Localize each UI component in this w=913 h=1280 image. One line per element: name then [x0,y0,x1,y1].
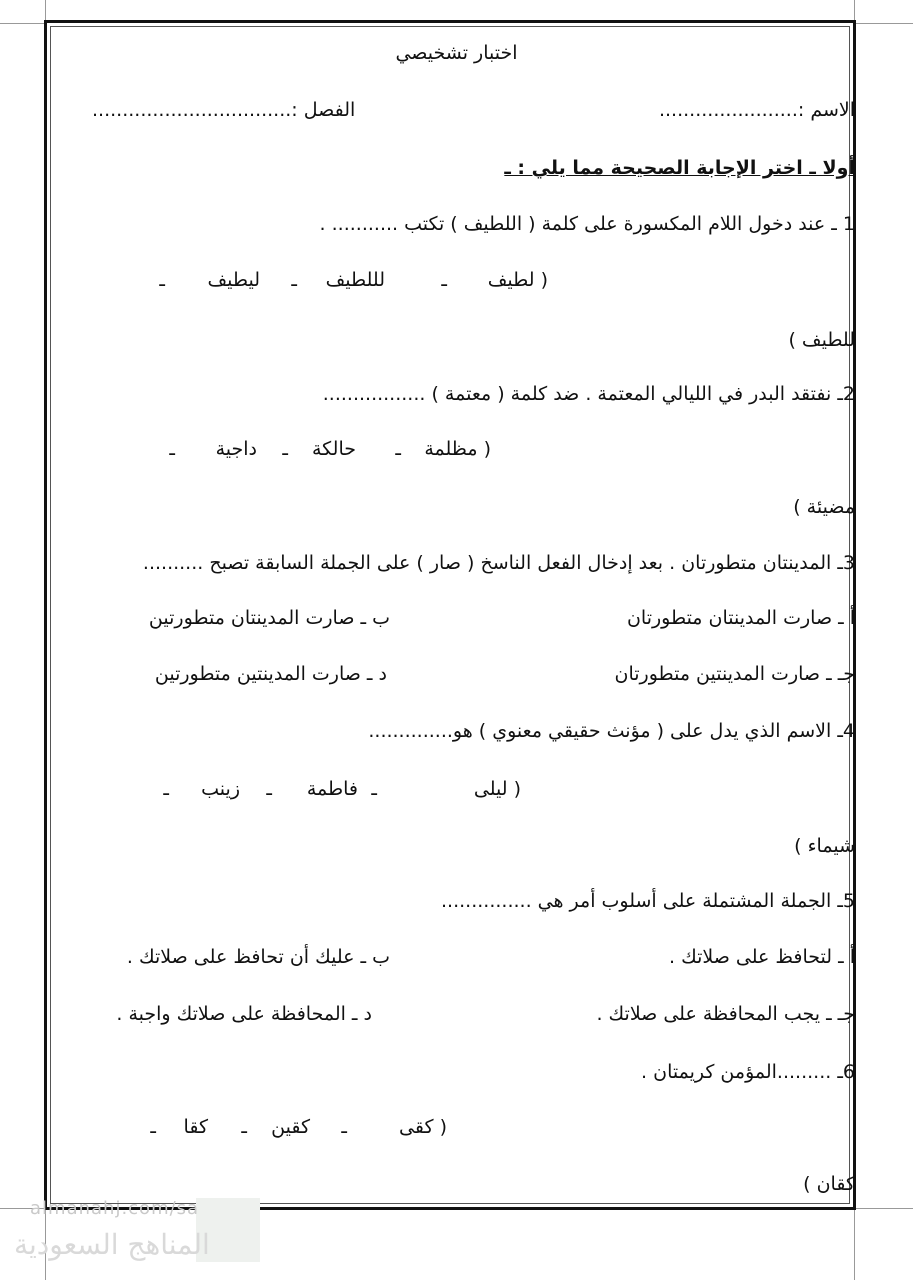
question-3: 3ـ المدينتان متطورتان . بعد إدخال الفعل الناسخ ( صار ) على الجملة السابقة تصبح .......... [142,552,855,574]
q6-dash: ـ [341,1116,347,1138]
q3-option-c: جـ ـ صارت المدينتين متطورتان [614,663,855,685]
name-field: الاسم :....................... [658,99,855,121]
question-5: 5ـ الجملة المشتملة على أسلوب أمر هي ............... [441,890,855,912]
q6-dash: ـ [150,1116,156,1138]
q4-dash: ـ [266,778,272,800]
q1-dash: ـ [159,269,165,291]
q5-option-d: د ـ المحافظة على صلاتك واجبة . [116,1003,372,1025]
q1-option: لللطيف [325,269,385,291]
q1-dash: ـ [441,269,447,291]
q4-option: ( ليلى [473,778,521,800]
q4-last-option: شيماء ) [794,835,855,857]
q4-dash: ـ [163,778,169,800]
q6-dash: ـ [241,1116,247,1138]
q6-option: ( كقى [399,1116,447,1138]
q2-option: داجية [215,438,257,460]
q4-option: فاطمة [306,778,358,800]
q5-option-a: أ ـ لتحافظ على صلاتك . [668,946,855,968]
q1-last-option: للطيف ) [788,329,855,351]
q6-option: كقين [271,1116,310,1138]
q2-dash: ـ [169,438,175,460]
q2-option: حالكة [311,438,356,460]
q2-option: ( مظلمة [424,438,491,460]
question-1: 1 ـ عند دخول اللام المكسورة على كلمة ( اللطيف ) تكتب ........... . [319,213,855,235]
question-4: 4ـ الاسم الذي يدل على ( مؤنث حقيقي معنوي ) هو.............. [368,720,855,742]
q4-dash: ـ [371,778,377,800]
q1-option: ليطيف [207,269,260,291]
q2-dash: ـ [395,438,401,460]
question-6: 6ـ .........المؤمن كريمتان . [641,1061,855,1083]
watermark-arabic: المناهج السعودية [14,1228,210,1261]
q1-dash: ـ [291,269,297,291]
watermark-url: almanahj.com/sa [30,1198,200,1219]
q6-option: كقا [183,1116,208,1138]
section-heading: أولا ـ اختر الإجابة الصحيحة مما يلي : ـ [504,157,855,179]
q2-last-option: مضيئة ) [793,496,855,518]
q3-option-a: أ ـ صارت المدينتان متطورتان [626,607,855,629]
q6-last-option: كقان ) [803,1173,855,1195]
q5-option-c: جـ ـ يجب المحافظة على صلاتك . [596,1003,855,1025]
question-2: 2ـ نفتقد البدر في الليالي المعتمة . ضد كلمة ( معتمة ) ................. [322,383,855,405]
q3-option-d: د ـ صارت المدينتين متطورتين [154,663,387,685]
q3-option-b: ب ـ صارت المدينتان متطورتين [148,607,390,629]
q2-dash: ـ [282,438,288,460]
q1-option: ( لطيف [487,269,548,291]
page-title: اختبار تشخيصي [395,42,518,64]
q4-option: زينب [201,778,240,800]
q5-option-b: ب ـ عليك أن تحافظ على صلاتك . [126,946,390,968]
class-field: الفصل :................................. [92,99,356,121]
